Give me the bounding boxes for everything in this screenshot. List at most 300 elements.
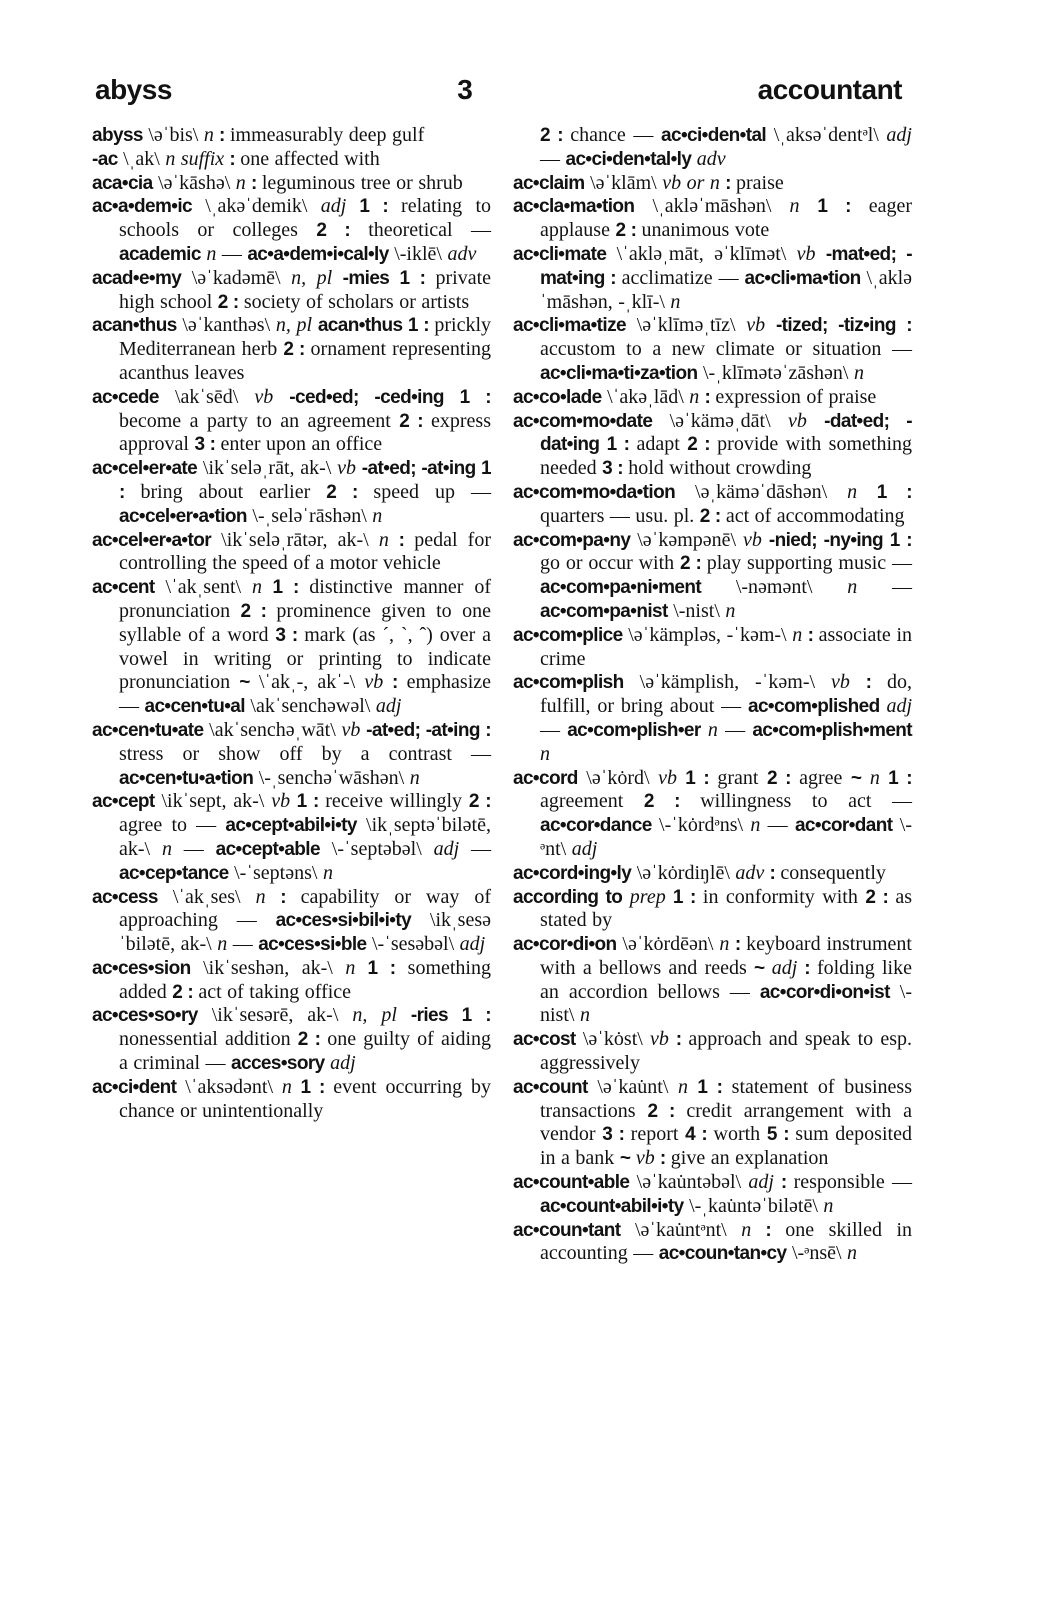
entry-bold-text: 1 : [355,957,408,979]
entry-italic-label: adv [696,147,726,170]
dictionary-entry [513,529,912,624]
entry-text: \-ˈkȯrdᵊns\ [651,814,751,837]
entry-italic-label: n [847,1242,858,1265]
entry-text: chance — [570,124,662,146]
entry-bold-text: ac•ci•den•tal•ly [565,148,692,170]
entry-bold-text: 1 : [883,529,913,551]
entry-italic-label: n [322,861,333,884]
entry-italic-label: n [707,718,718,741]
entry-text: — [171,837,216,860]
entry-text: immeasurably deep gulf [229,124,425,146]
entry-text: \əˈklām\ [584,171,663,194]
entry-bold-text: 2 : [172,981,199,1003]
entry-text: \ˌakləˈmāshən, -ˌklī-\ [540,266,913,313]
entry-bold-text: acan•thus [92,315,177,337]
entry-text: \-ˈsesəbəl\ [366,933,460,956]
entry-bold-text: ac•ci•den•tal [661,125,767,146]
entry-text: \-ˈseptəbəl\ [319,837,434,860]
dictionary-column [92,124,491,1266]
entry-text [765,957,772,979]
entry-bold-text: : [224,148,241,170]
entry-text: \-ˈseptəns\ [228,861,323,884]
entry-bold-text: 2 : [615,220,642,242]
entry-text [807,410,824,432]
dictionary-entry [513,1171,912,1219]
entry-text: quarters — usu. pl. [540,504,700,527]
entry-bold-text: ac•cli•mate [513,243,607,265]
entry-bold-text: ac•com•plish•ment [752,719,913,741]
entry-text: private high school [119,266,492,313]
entry-bold-text: ac•cede [92,386,159,408]
entry-bold-text: 2 : [283,339,311,361]
entry-bold-text: ac•ces•si•bil•i•ty [275,910,412,932]
entry-bold-text: 1 : [119,458,491,503]
entry-bold-text: ac•com•pa•ni•ment [540,577,702,599]
entry-text: \əˈkȯrdiŋlē\ [631,861,736,884]
entry-italic-label: n [670,290,681,313]
entry-bold-text: 3 : [602,1124,631,1146]
entry-bold-text: 1 : [389,267,436,289]
entry-bold-text: 3 : [602,458,629,480]
entry-bold-text: -ries [410,1005,448,1027]
entry-italic-label: n [255,885,266,908]
entry-text: associate in crime [540,623,913,670]
entry-bold-text: ac•co•lade [513,386,602,408]
entry-text: theoretical — [368,219,491,242]
entry-text: \akˈsēd\ [158,385,255,408]
entry-bold-text: 2 : [766,767,800,789]
dictionary-entry [513,195,912,243]
entry-text: \ˈakləˌmāt, əˈklīmət\ [606,242,797,265]
entry-italic-label: adj [886,695,913,718]
dictionary-entry [92,529,491,577]
entry-bold-text: ac•count•abil•i•ty [540,1195,684,1217]
entry-bold-text: : [388,529,415,551]
dictionary-entry [513,172,912,196]
entry-text: \əˈkəmpənē\ [630,528,744,551]
entry-italic-label: n, pl [291,266,333,289]
entry-bold-text: ac•cen•tu•ate [92,719,204,741]
entry-text [332,267,343,289]
entry-text: express approval [119,409,491,456]
entry-bold-text: 3 : [194,434,221,456]
entry-bold-text: 1 : [688,1076,732,1098]
entry-bold-text: ac•cor•di•on [513,934,617,956]
dictionary-entry [92,195,491,266]
entry-bold-text: 5 : [766,1124,796,1146]
entry-bold-text: 1 : [799,196,869,218]
entry-bold-text: : [773,1172,794,1194]
entry-bold-text: -tized; -tiz•ing : [775,315,913,337]
entry-text [816,243,826,265]
entry-bold-text: ac•cost [513,1029,576,1051]
entry-text: \akˈsenchəwəl\ [244,695,376,718]
entry-bold-text: ac•com•plice [513,624,623,646]
dictionary-entry [513,124,912,172]
entry-bold-text: ac•cel•er•a•tor [92,529,212,551]
entry-text: — [760,814,795,837]
entry-bold-text: ac•com•plish•er [567,719,701,741]
entry-bold-text: ac•cen•tu•a•tion [119,767,254,789]
entry-bold-text: 2 : [399,410,432,432]
entry-bold-text: ac•coun•tant [513,1219,621,1241]
entry-bold-text: 2 : [679,553,707,575]
entry-bold-text: ~ [754,957,765,979]
entry-text: speed up — [373,480,492,503]
entry-bold-text: ac•cli•ma•ti•za•tion [540,362,698,384]
entry-text [701,719,708,741]
entry-bold-text: acan•thus [317,315,403,337]
dictionary-entry [92,314,491,385]
entry-italic-label: n [869,766,880,789]
dictionary-entry [513,767,912,862]
entry-text: leguminous tree or shrub [261,171,463,194]
entry-italic-label: vb [743,528,762,551]
entry-text: prominence given to one syllable of a word [119,599,491,646]
entry-bold-text: ac•coun•tan•cy [658,1243,787,1265]
entry-bold-text: 1 : [879,767,913,789]
entry-text: — [227,933,259,956]
dictionary-entry [513,933,912,1028]
page-number: 3 [457,74,473,105]
dictionary-entry [513,671,912,766]
entry-bold-text: ac•cent [92,577,155,599]
entry-italic-label: vb [271,790,291,813]
entry-bold-text: ac•count•able [513,1172,630,1194]
entry-bold-text: 1 : [443,386,491,408]
entry-italic-label: n [409,766,420,789]
entry-text: grant [717,766,767,789]
entry-italic-label: vb [364,671,384,694]
entry-bold-text: ac•ces•so•ry [92,1005,198,1027]
entry-bold-text: 1 : [448,1005,491,1027]
entry-text: \əˈklīməˌtīz\ [625,314,747,337]
entry-text: give an explanation [670,1147,829,1170]
entry-text: \ikˈseshən, ak-\ [190,956,346,979]
entry-bold-text: ac•cept•abil•i•ty [225,815,357,837]
entry-italic-label: adv [735,861,765,884]
entry-bold-text: ac•count [513,1076,588,1098]
dictionary-column [513,124,912,1266]
entry-text: approach and speak to esp. aggressively [540,1028,912,1075]
entry-bold-text: ac•com•mo•date [513,410,653,432]
entry-italic-label: adj [459,933,486,956]
entry-text: report [630,1123,686,1146]
entry-bold-text: ac•ces•si•ble [258,934,367,956]
dictionary-entry [92,386,491,457]
entry-bold-text: ac•cess [92,886,158,908]
entry-bold-text: : [802,624,819,646]
entry-text: relating to schools or colleges [119,195,492,242]
entry-bold-text: 1 : [599,434,637,456]
running-head [95,74,902,106]
entry-bold-text: ac•cord [513,767,578,789]
entry-text: agree [799,766,851,789]
entry-bold-text: : [729,934,747,956]
entry-text: as stated by [540,885,913,932]
entry-bold-text: 2 : [326,481,374,503]
entry-italic-label: n [206,242,217,265]
entry-text: \-ᵊnsē\ [786,1242,848,1265]
entry-bold-text: 4 : [685,1124,714,1146]
entry-bold-text: ac•ces•sion [92,957,191,979]
entry-bold-text: ac•cep•tance [119,862,229,884]
entry-bold-text: 1 : [346,196,402,218]
entry-text: \ikˈseləˌrātər, ak-\ [211,528,379,551]
entry-text: willingness to act — [700,790,913,813]
entry-text [762,529,769,551]
entry-italic-label: n [823,1194,834,1217]
entry-text: \ˌakləˈmāshən\ [634,195,790,218]
entry-italic-label: adj [330,1052,356,1075]
entry-bold-text: ac•com•pa•nist [540,600,668,622]
entry-italic-label: n suffix [165,147,225,170]
entry-text: \ikˌsesəˈbilətē, ak-\ [119,909,491,956]
dictionary-entry [92,576,491,719]
entry-text: \-nəmənt\ [701,576,848,599]
entry-text [397,1004,411,1026]
entry-text: something added [119,956,491,1003]
entry-bold-text: abyss [92,125,143,146]
entry-bold-text: : [849,672,887,694]
entry-text: nonessential addition [119,1028,298,1051]
entry-italic-label: vb [658,766,678,789]
entry-italic-label: vb [635,1147,655,1170]
entry-text: \akˈsenchəˌwāt\ [203,718,342,741]
entry-italic-label: n [792,623,803,646]
entry-bold-text: 1 : [857,481,912,503]
entry-text: do, fulfill, or bring about — [540,671,912,718]
entry-bold-text: ac•com•plish [513,672,624,694]
entry-bold-text: ac•a•dem•ic [92,196,192,218]
entry-bold-text: 2 : [540,125,571,146]
entry-text: capability or way of approaching — [119,885,491,932]
entry-text [861,767,870,789]
entry-text: society of scholars or artists [243,290,470,313]
entry-bold-text: ac•a•dem•i•cal•ly [247,243,389,265]
entry-bold-text: 2 : [297,1029,328,1051]
entry-italic-label: n [750,814,761,837]
entry-bold-text: 1 : [261,577,310,599]
entry-text: responsible — [793,1171,912,1194]
entry-italic-label: adj [886,124,912,146]
entry-text: \əˈkȯrdēən\ [616,933,720,956]
entry-bold-text: ac•cel•er•a•tion [119,505,247,527]
entry-bold-text: according to [513,886,623,908]
dictionary-entry [513,1028,912,1076]
entry-text: agreement [540,790,644,813]
dictionary-entry [513,886,912,934]
dictionary-entry [513,1219,912,1267]
entry-bold-text: ac•cept•able [215,838,320,860]
entry-text: \əˈkau̇ntᵊnt\ [620,1218,742,1241]
entry-text: — [459,837,492,860]
entry-bold-text: acad•e•my [92,267,182,289]
entry-bold-text: ~ [239,672,250,694]
entry-text: — [540,718,568,741]
entry-italic-label: vb [341,718,361,741]
entry-text: sum deposited in a bank [540,1123,912,1170]
dictionary-entry [513,862,912,886]
entry-text: \-ˌsenchəˈwāshən\ [253,766,410,789]
entry-bold-text: -mat•ed; -mat•ing : [540,243,913,289]
entry-italic-label: vb [796,242,816,265]
entry-text: event occurring by chance or unintentionally [119,1075,492,1122]
entry-bold-text: : [265,886,301,908]
entry-text: one skilled in accounting — [540,1218,912,1265]
entry-italic-label: adj [571,837,598,860]
entry-bold-text: 2 : [687,434,718,456]
entry-text: \-ˌklīmətəˈzāshən\ [697,361,854,384]
dictionary-entry [92,124,491,148]
entry-bold-text: 2 : [865,886,896,908]
entry-bold-text: : [699,386,716,408]
entry-italic-label: adv [447,242,477,265]
entry-text: enter upon an office [220,433,383,456]
entry-italic-label: n [235,171,246,194]
entry-bold-text: -ac [92,148,118,170]
entry-italic-label: vb [337,457,357,480]
dictionary-entry [92,457,491,528]
entry-bold-text: academic [119,243,201,265]
entry-bold-text: 1 : [291,1076,334,1098]
entry-bold-text: : [654,1148,671,1170]
entry-bold-text: 2 : [468,791,492,813]
dictionary-entry [513,386,912,410]
entry-text: \ikˈseləˌrāt, ak-\ [197,457,338,480]
entry-bold-text: -mies [342,267,390,289]
guide-word-right: accountant [757,74,902,105]
entry-bold-text: 2 : [316,220,369,242]
entry-italic-label: n [847,480,858,503]
entry-italic-label: n [251,576,262,599]
entry-text: \ikˌseptəˈbilətē, ak-\ [119,814,491,860]
entry-bold-text: 2 : [647,1100,687,1122]
entry-text: stress or show off by a contrast — [119,742,491,765]
dictionary-entry [513,481,912,529]
entry-text: provide with something needed [540,433,912,480]
entry-italic-label: n [579,1004,590,1027]
entry-italic-label: adj [433,837,460,860]
entry-text: pedal for controlling the speed of a motor vehicle [119,528,491,575]
entry-text: one affected with [240,147,380,170]
entry-text: — [540,147,566,170]
dictionary-entry [513,1076,912,1171]
dictionary-entry [513,243,912,314]
entry-text: go or occur with [540,552,680,575]
entry-text: acclimatize — [621,266,745,289]
entry-text: hold without crowding [628,457,812,480]
dictionary-entry [92,719,491,790]
entry-bold-text: aca•cia [92,172,153,194]
entry-italic-label: n [741,1218,752,1241]
entry-italic-label: n [678,1075,689,1098]
entry-bold-text: ac•cord•ing•ly [513,862,632,884]
entry-bold-text: : [751,1219,786,1241]
entry-bold-text: 2 : [699,505,726,527]
entry-text: \ˌakəˈdemik\ [191,195,321,218]
dictionary-entry [513,314,912,385]
entry-bold-text: 1 : [290,791,326,813]
entry-text: — [717,718,753,741]
entry-italic-label: vb [254,385,274,408]
entry-italic-label: n [217,933,228,956]
entry-bold-text: ac•com•mo•da•tion [513,481,676,503]
entry-bold-text: : [245,172,262,194]
entry-text: statement of business transactions [540,1075,912,1122]
entry-text: \əˈkäməˌdāt\ [652,409,788,432]
entry-text: \ˌak\ [117,147,166,170]
entry-text: \əˈkanthəs\ [176,314,276,337]
text-columns [92,124,912,1266]
entry-bold-text: 1 : [677,767,718,789]
entry-italic-label: n [789,195,800,218]
entry-text [622,886,629,908]
entry-text [765,314,776,336]
entry-bold-text: ac•cla•ma•tion [513,196,635,218]
entry-text: \-ᵊnt\ [540,814,913,860]
entry-italic-label: vb [831,671,850,694]
entry-italic-label: n [689,385,700,408]
entry-bold-text: : [213,125,230,146]
entry-text: \əˈkȯst\ [575,1028,651,1051]
entry-text: \ˈakˌ-, akˈ-\ [249,671,365,694]
entry-bold-text: ~ [619,1148,631,1170]
entry-text: \ikˈsesərē, ak-\ [197,1004,353,1027]
entry-text: unanimous vote [641,219,770,242]
entry-bold-text: ac•cept [92,791,155,813]
entry-text: \-ˌseləˈrāshən\ [246,504,373,527]
entry-text: — [857,576,912,599]
entry-text: \ˈakˌses\ [157,885,256,908]
entry-italic-label: adj [375,695,402,718]
entry-text: in conformity with [702,885,866,908]
dictionary-entry [92,957,491,1005]
entry-bold-text: 3 : [275,624,305,646]
entry-bold-text: 1 : [402,315,435,337]
entry-text: \ikˈsept, ak-\ [154,790,272,813]
entry-bold-text: acces•sory [231,1053,325,1075]
entry-bold-text: ac•cor•dance [540,815,652,837]
entry-italic-label: vb [650,1028,669,1051]
entry-text: \-iklē\ [388,242,448,265]
entry-italic-label: prep [629,885,666,908]
entry-italic-label: n [719,933,730,956]
entry-bold-text: : [383,672,407,694]
entry-italic-label: n [281,1075,292,1098]
entry-text: one guilty of aiding a criminal — [119,1028,491,1075]
entry-bold-text: : [797,957,817,979]
entry-bold-text: ac•cen•tu•al [144,696,245,718]
entry-text: bring about earlier [140,480,327,503]
entry-bold-text: ac•com•pa•ny [513,529,631,551]
entry-text: \-nist\ [667,599,726,622]
entry-italic-label: n, pl [352,1004,397,1027]
entry-text: keyboard instrument with a bellows and reeds [540,933,912,979]
entry-bold-text: -nied; -ny•ing [768,529,884,551]
entry-text: \ˌaksəˈdentᵊl\ [766,124,887,146]
entry-italic-label: adj [771,956,798,979]
entry-text: \əˈkȯrd\ [577,766,659,789]
entry-bold-text: ac•cel•er•ate [92,458,198,480]
entry-text: \-ˌkau̇ntəˈbilətē\ [683,1194,824,1217]
entry-text: emphasize — [119,671,491,718]
dictionary-entry [92,1076,491,1124]
entry-italic-label: vb [746,314,766,337]
entry-text: \əˈkāshə\ [152,171,236,194]
entry-text: \əˈkau̇ntəbəl\ [629,1171,749,1194]
entry-italic-label: vb or n [662,171,720,194]
